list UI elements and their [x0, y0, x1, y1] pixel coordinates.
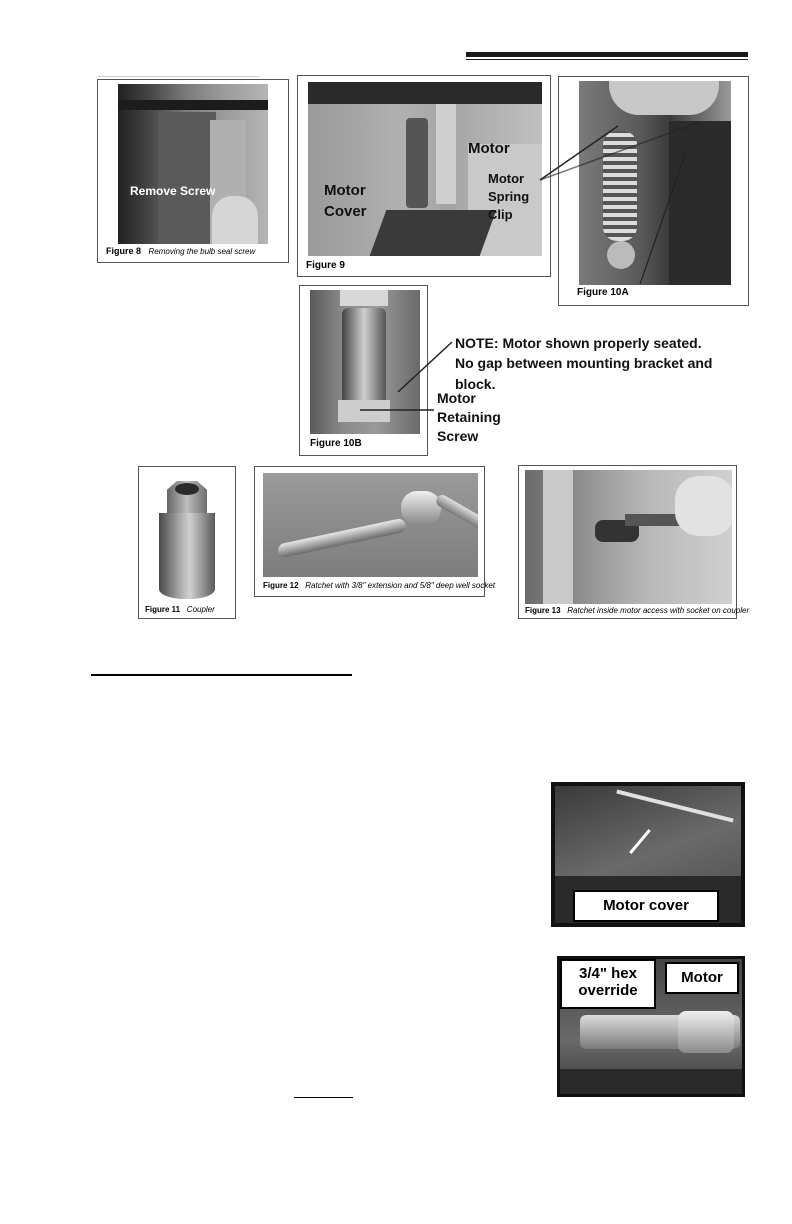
note-text: NOTE: Motor shown properly seated. No gap between mounting bracket and block.: [455, 335, 713, 392]
photo-motor-label: Motor: [665, 962, 739, 994]
figure-12-caption-text: Ratchet with 3/8" extension and 5/8" deep well socket: [305, 581, 496, 590]
figure-8-number: Figure 8: [106, 246, 142, 256]
photo-motor-cover: [551, 782, 745, 927]
photo-hex-override-label: 3/4" hex override: [560, 959, 656, 1009]
figure-9-label-motor-cover: Motor Cover: [324, 182, 367, 220]
figure-11-caption-text: Coupler: [186, 605, 215, 614]
section-heading-rule: [91, 674, 352, 676]
body-text-underline: [294, 1097, 353, 1098]
figure-8-caption-text: Removing the bulb seal screw: [148, 247, 256, 256]
arrow-note: [398, 342, 452, 392]
figure-9-label-spring-clip: Motor Spring Clip: [488, 171, 530, 223]
arrow-spring-clip: [540, 126, 618, 180]
figure-9-number: Figure 9: [306, 260, 345, 271]
figure-11-number: Figure 11: [145, 605, 181, 614]
figure-13-number: Figure 13: [525, 606, 561, 615]
figure-10b-number: Figure 10B: [310, 438, 362, 449]
arrow-spring-clip-2: [540, 122, 700, 180]
figure-13-caption-text: Ratchet inside motor access with socket on coupler: [567, 606, 750, 615]
arrow-10a-clip: [640, 152, 686, 284]
figure-12-number: Figure 12: [263, 581, 299, 590]
photo-motor-override: [557, 956, 745, 1097]
photo-motor-cover-label: Motor cover: [573, 890, 719, 922]
figure-9-label-motor: Motor: [468, 140, 510, 157]
figure-8-overlay: Remove Screw: [130, 184, 216, 198]
figure-10b-label-retaining-screw: Motor Retaining Screw: [437, 390, 501, 444]
figure-10a-number: Figure 10A: [577, 287, 629, 298]
